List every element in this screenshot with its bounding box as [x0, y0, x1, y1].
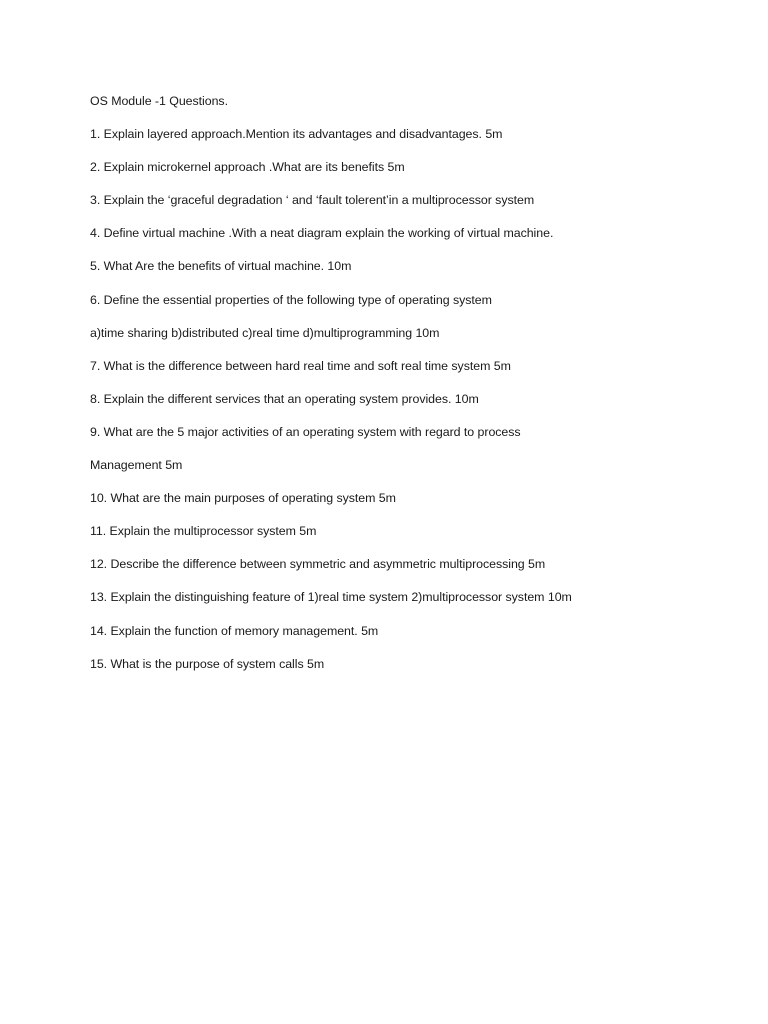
question-line: 13. Explain the distinguishing feature of 1)real time system 2)multiprocessor system 10m	[90, 590, 572, 605]
question-line: 5. What Are the benefits of virtual machine. 10m	[90, 259, 352, 274]
question-line: 12. Describe the difference between symmetric and asymmetric multiprocessing 5m	[90, 557, 546, 572]
question-line: 6. Define the essential properties of the following type of operating system	[90, 292, 492, 307]
question-continuation-line: Management 5m	[90, 458, 183, 473]
question-line: 14. Explain the function of memory management. 5m	[90, 623, 379, 638]
question-line: 8. Explain the different services that an operating system provides. 10m	[90, 391, 479, 406]
question-line: 9. What are the 5 major activities of an operating system with regard to process	[90, 424, 521, 439]
question-line: 11. Explain the multiprocessor system 5m	[90, 524, 317, 539]
question-line: 7. What is the difference between hard real time and soft real time system 5m	[90, 358, 511, 373]
question-line: 1. Explain layered approach.Mention its advantages and disadvantages. 5m	[90, 127, 503, 142]
document-title: OS Module -1 Questions.	[90, 94, 228, 108]
question-continuation-line: a)time sharing b)distributed c)real time d)multiprogramming 10m	[90, 325, 440, 340]
question-line: 2. Explain microkernel approach .What are its benefits 5m	[90, 160, 405, 175]
question-line: 15. What is the purpose of system calls 5m	[90, 656, 325, 671]
document-body	[90, 91, 730, 687]
question-line: 3. Explain the ‘graceful degradation ‘ and ‘fault tolerent’in a multiprocessor system	[90, 193, 535, 208]
question-line: 10. What are the main purposes of operating system 5m	[90, 491, 396, 506]
question-line: 4. Define virtual machine .With a neat diagram explain the working of virtual machine.	[90, 226, 554, 241]
